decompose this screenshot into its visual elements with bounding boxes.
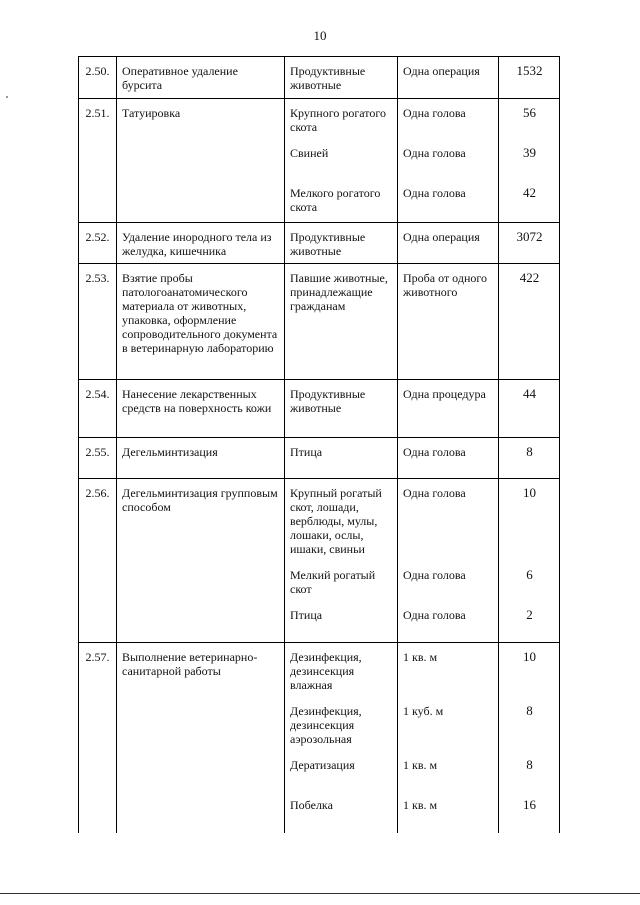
page-number: 10 bbox=[313, 28, 327, 43]
object-text: Мелкого рогатого скота bbox=[290, 186, 381, 214]
object-cell bbox=[285, 438, 398, 479]
price-text: 16 bbox=[523, 797, 536, 812]
object-cell bbox=[285, 57, 398, 99]
unit-text: Одна голова bbox=[403, 486, 466, 500]
price-text: 6 bbox=[526, 567, 533, 582]
unit-cell bbox=[398, 99, 499, 223]
unit-text: Одна голова bbox=[403, 186, 466, 200]
page-bottom-rule bbox=[0, 893, 640, 894]
object-cell bbox=[285, 479, 398, 643]
unit-cell bbox=[398, 264, 499, 380]
price-text: 56 bbox=[523, 105, 536, 120]
price-text: 3072 bbox=[516, 229, 543, 244]
object-cell bbox=[285, 223, 398, 264]
table-row bbox=[79, 380, 560, 438]
object-cell bbox=[285, 643, 398, 833]
price-cell bbox=[499, 223, 560, 264]
row-number: 2.50. bbox=[79, 57, 117, 99]
price-text: 2 bbox=[526, 607, 533, 622]
row-number: 2.56. bbox=[79, 479, 117, 643]
price-text: 39 bbox=[523, 145, 536, 160]
service-name: Оперативное удаление бурсита bbox=[117, 57, 285, 99]
unit-cell bbox=[398, 223, 499, 264]
object-text: Свиней bbox=[290, 146, 329, 160]
table-row bbox=[79, 438, 560, 479]
unit-text: 1 кв. м bbox=[403, 758, 438, 772]
service-name: Удаление инородного тела из желудка, кишечника bbox=[117, 223, 285, 264]
unit-text: Одна голова bbox=[403, 106, 466, 120]
unit-text: Одна голова bbox=[403, 608, 466, 622]
object-cell bbox=[285, 264, 398, 380]
object-text: Побелка bbox=[290, 798, 333, 812]
price-cell bbox=[499, 438, 560, 479]
table-row bbox=[79, 57, 560, 99]
row-number: 2.54. bbox=[79, 380, 117, 438]
price-cell bbox=[499, 479, 560, 643]
unit-text: Одна голова bbox=[403, 445, 466, 459]
unit-cell bbox=[398, 438, 499, 479]
unit-text: Проба от одного животного bbox=[403, 271, 487, 299]
object-text: Дезинфекция, дезинсекция аэрозольная bbox=[290, 704, 362, 746]
table-row bbox=[79, 99, 560, 223]
unit-text: Одна операция bbox=[403, 64, 480, 78]
table-row bbox=[79, 479, 560, 643]
row-number: 2.52. bbox=[79, 223, 117, 264]
unit-text: 1 кв. м bbox=[403, 650, 438, 664]
unit-text: Одна операция bbox=[403, 230, 480, 244]
service-name: Дегельминтизация групповым способом bbox=[117, 479, 285, 643]
price-text: 10 bbox=[523, 649, 536, 664]
row-number: 2.53. bbox=[79, 264, 117, 380]
price-cell bbox=[499, 57, 560, 99]
object-text: Птица bbox=[290, 608, 323, 622]
unit-cell bbox=[398, 380, 499, 438]
unit-text: 1 кв. м bbox=[403, 798, 438, 812]
object-text: Птица bbox=[290, 445, 323, 459]
object-text: Продуктивные животные bbox=[290, 230, 366, 258]
price-text: 1532 bbox=[516, 63, 543, 78]
row-number: 2.57. bbox=[79, 643, 117, 833]
scan-artifact-dot bbox=[6, 96, 8, 98]
price-text: 8 bbox=[526, 444, 533, 459]
service-name: Татуировка bbox=[117, 99, 285, 223]
table-row bbox=[79, 223, 560, 264]
unit-text: 1 куб. м bbox=[403, 704, 444, 718]
unit-text: Одна голова bbox=[403, 568, 466, 582]
object-text: Дератизация bbox=[290, 758, 355, 772]
price-text: 10 bbox=[523, 485, 536, 500]
unit-cell bbox=[398, 479, 499, 643]
service-name: Дегельминтизация bbox=[117, 438, 285, 479]
price-text: 422 bbox=[519, 270, 540, 285]
price-table bbox=[78, 56, 560, 833]
price-text: 44 bbox=[523, 386, 536, 401]
row-number: 2.55. bbox=[79, 438, 117, 479]
service-name: Нанесение лекарственных средств на поверхность кожи bbox=[117, 380, 285, 438]
object-text: Продуктивные животные bbox=[290, 64, 366, 92]
price-cell bbox=[499, 99, 560, 223]
object-text: Крупного рогатого скота bbox=[290, 106, 386, 134]
object-text: Крупный рогатый скот, лошади, верблюды, мулы, лошаки, ослы, ишаки, свиньи bbox=[290, 486, 382, 556]
unit-cell bbox=[398, 57, 499, 99]
service-name: Взятие пробы патологоанатомического материала от животных, упаковка, оформление сопроводительного документа в ветеринарную лабораторию bbox=[117, 264, 285, 380]
price-cell bbox=[499, 643, 560, 833]
unit-text: Одна голова bbox=[403, 146, 466, 160]
object-text: Мелкий рогатый скот bbox=[290, 568, 376, 596]
object-text: Дезинфекция, дезинсекция влажная bbox=[290, 650, 362, 692]
service-name: Выполнение ветеринарно-санитарной работы bbox=[117, 643, 285, 833]
row-number: 2.51. bbox=[79, 99, 117, 223]
object-text: Продуктивные животные bbox=[290, 387, 366, 415]
price-text: 8 bbox=[526, 757, 533, 772]
price-cell bbox=[499, 380, 560, 438]
table-row bbox=[79, 264, 560, 380]
unit-cell bbox=[398, 643, 499, 833]
object-text: Павшие животные, принадлежащие гражданам bbox=[290, 271, 388, 313]
unit-text: Одна процедура bbox=[403, 387, 486, 401]
price-text: 8 bbox=[526, 703, 533, 718]
object-cell bbox=[285, 99, 398, 223]
price-text: 42 bbox=[523, 185, 536, 200]
table-row bbox=[79, 643, 560, 833]
price-cell bbox=[499, 264, 560, 380]
object-cell bbox=[285, 380, 398, 438]
